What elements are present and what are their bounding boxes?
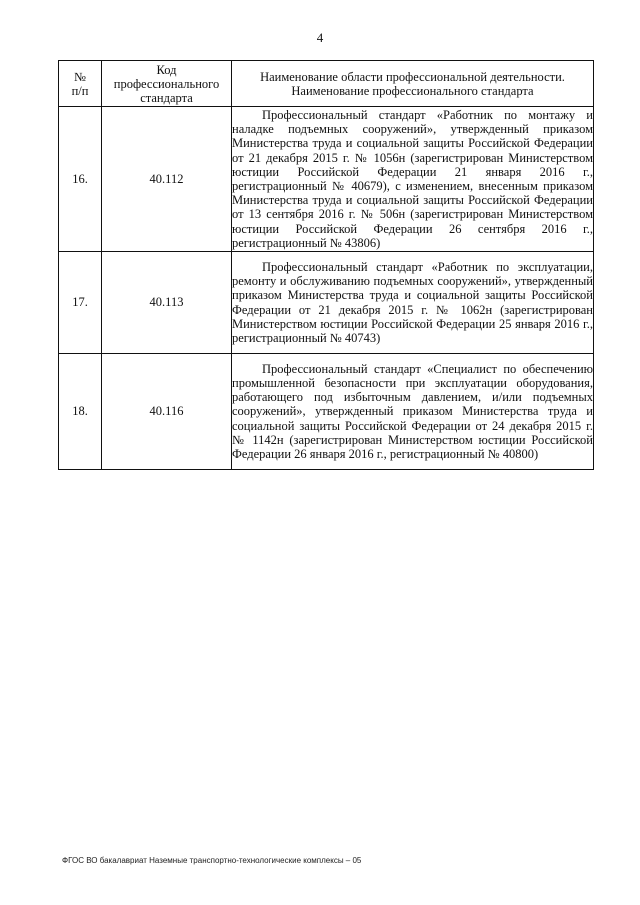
row-number: 17.	[59, 252, 102, 354]
row-standard-cell	[232, 252, 594, 354]
row-standard-text: Профессиональный стандарт «Работник по монтажу и наладке подъемных сооружений», утвержденный приказом Министерства труда и социальной защиты Российской Федерации от 21 декабря 2015 г. № 1056н (зарегистрирован Министерством юстиции Российской Федерации 21 января 2016 г., регистрационный № 40679), с изменением, внесенным приказом Министерства труда и социальной защиты Российской Федерации от 13 сентября 2016 г. № 506н (зарегистрирован Министерством юстиции Российской Федерации 26 сентября 2016 г., регистрационный № 43806)	[232, 107, 593, 250]
row-code: 40.116	[102, 354, 232, 470]
row-standard-cell	[232, 354, 594, 470]
row-number: 18.	[59, 354, 102, 470]
table-header-row	[59, 61, 594, 107]
header-code-text: Код профессионального стандарта	[113, 62, 220, 105]
page-number: 4	[316, 30, 324, 45]
row-number: 16.	[59, 107, 102, 252]
header-number-text: № п/п	[71, 69, 89, 98]
row-code: 40.112	[102, 107, 232, 252]
header-name-text: Наименование области профессиональной деятельности. Наименование профессионального стандарта	[260, 69, 565, 98]
row-standard-cell	[232, 107, 594, 252]
professional-standards-table	[58, 60, 594, 470]
header-code	[102, 61, 232, 107]
header-name	[232, 61, 594, 107]
row-standard-text: Профессиональный стандарт «Специалист по обеспечению промышленной безопасности при эксплуатации оборудования, работающего под избыточным давлением, и/или подъемных сооружений», утвержденный приказом Министерства труда и социальной защиты Российской Федерации от 24 декабря 2015 г. № 1142н (зарегистрирован Министерством юстиции Российской Федерации 26 января 2016 г., регистрационный № 40800)	[232, 361, 593, 461]
table-row	[59, 252, 594, 354]
table-row	[59, 107, 594, 252]
document-footer: ФГОС ВО бакалавриат Наземные транспортно-технологические комплексы – 05	[62, 856, 362, 865]
header-number	[59, 61, 102, 107]
row-code: 40.113	[102, 252, 232, 354]
row-standard-text: Профессиональный стандарт «Работник по эксплуатации, ремонту и обслуживанию подъемных сооружений», утвержденный приказом Министерства труда и социальной защиты Российской Федерации от 21 декабря 2015 г. № 1062н (зарегистрирован Министерством юстиции Российской Федерации 25 января 2016 г., регистрационный № 40743)	[232, 259, 593, 345]
table-row	[59, 354, 594, 470]
